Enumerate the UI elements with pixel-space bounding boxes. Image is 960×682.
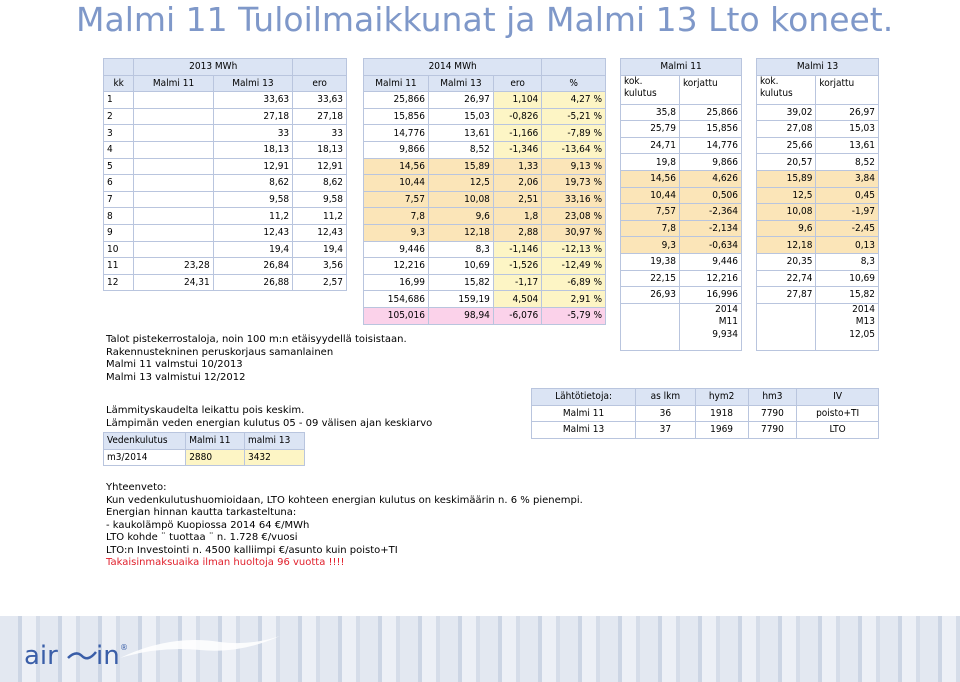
table-cell: 15,856 — [679, 121, 741, 138]
table-row — [364, 307, 606, 324]
table-row — [364, 125, 606, 142]
table-cell: -5,79 % — [542, 307, 606, 324]
table-cell: 26,88 — [213, 274, 292, 291]
table-cell: 14,56 — [621, 170, 680, 187]
table-cell: 12,18 — [757, 237, 816, 254]
table-cell: 26,84 — [213, 258, 292, 275]
table-cell: 14,776 — [364, 125, 429, 142]
table-cell: 105,016 — [364, 307, 429, 324]
table-initial-data — [531, 388, 879, 439]
table-cell: 2880 — [186, 449, 245, 466]
table-cell: -0,634 — [679, 237, 741, 254]
table-cell: 19,73 % — [542, 175, 606, 192]
table-cell: 26,97 — [816, 104, 879, 121]
air-in-logo-icon — [24, 632, 128, 674]
col-header: % — [542, 75, 606, 92]
table-row — [364, 158, 606, 175]
table-cell: -13,64 % — [542, 141, 606, 158]
summary-line: LTO:n Investointi n. 4500 kalliimpi €/asunto kuin poisto+TI — [106, 544, 398, 556]
summary-heading: Yhteenveto: — [106, 482, 167, 493]
table-row — [364, 175, 606, 192]
table-cell — [134, 208, 213, 225]
col-header: Malmi 11 — [186, 433, 245, 450]
table-cell: 3,56 — [293, 258, 347, 275]
table-row — [104, 191, 347, 208]
table-cell: 13,61 — [428, 125, 493, 142]
month-cell: 2 — [104, 108, 134, 125]
table-cell: 33,16 % — [542, 191, 606, 208]
table-row — [532, 422, 879, 439]
table-cell: 2,57 — [293, 274, 347, 291]
table-cell: 12,43 — [213, 224, 292, 241]
table-water-consumption — [103, 432, 305, 466]
table-row — [364, 274, 606, 291]
table-cell: 12,216 — [679, 270, 741, 287]
table-cell: 15,856 — [364, 108, 429, 125]
table-cell: 23,08 % — [542, 208, 606, 225]
col-header-kok-kulutus: kok. kulutus — [621, 75, 680, 104]
table-footer-row — [621, 303, 742, 350]
svg-text:air: air — [24, 641, 58, 671]
table-row — [757, 220, 879, 237]
col-header: malmi 13 — [244, 433, 304, 450]
table-cell: LTO — [797, 422, 879, 439]
table-row — [757, 154, 879, 171]
table-group-header: 2013 MWh — [134, 59, 293, 76]
table-row — [621, 287, 742, 304]
table-cell: 10,44 — [364, 175, 429, 192]
table-cell: 9,3 — [621, 237, 680, 254]
table-cell: -1,166 — [493, 125, 541, 142]
table-cell: 14,776 — [679, 137, 741, 154]
table-cell: 19,4 — [213, 241, 292, 258]
table-cell: 25,866 — [364, 92, 429, 109]
table-row — [621, 270, 742, 287]
table-cell: 9,446 — [679, 253, 741, 270]
table-cell: 12,91 — [213, 158, 292, 175]
table-cell: 11,2 — [213, 208, 292, 225]
table-cell: -2,364 — [679, 204, 741, 221]
table-row — [104, 125, 347, 142]
month-cell: 6 — [104, 175, 134, 192]
payback-warning: Takaisinmaksuaika ilman huoltoja 96 vuotta !!!! — [106, 557, 345, 568]
table-cell: 1,33 — [493, 158, 541, 175]
table-cell: 18,13 — [213, 141, 292, 158]
table-cell: 25,866 — [679, 104, 741, 121]
table-cell: 8,3 — [428, 241, 493, 258]
table-cell — [134, 158, 213, 175]
table-cell: -0,826 — [493, 108, 541, 125]
table-row — [621, 170, 742, 187]
col-header: kk — [104, 75, 134, 92]
table-row — [532, 405, 879, 422]
table-row — [364, 224, 606, 241]
table-row — [621, 104, 742, 121]
month-cell: 7 — [104, 191, 134, 208]
table-cell: 23,28 — [134, 258, 213, 275]
table-cell: 15,82 — [816, 287, 879, 304]
table-cell: 0,13 — [816, 237, 879, 254]
table-row — [757, 237, 879, 254]
table-cell: 27,87 — [757, 287, 816, 304]
col-header: ero — [493, 75, 541, 92]
table-cell: 37 — [636, 422, 696, 439]
table-cell: 15,03 — [816, 121, 879, 138]
table-row — [757, 204, 879, 221]
table-row — [621, 253, 742, 270]
table-row — [757, 270, 879, 287]
svg-text:in: in — [96, 641, 120, 671]
table-row — [757, 170, 879, 187]
table-row — [757, 137, 879, 154]
col-header: Lähtötietoja: — [532, 389, 636, 406]
table-cell: 33 — [213, 125, 292, 142]
month-cell: 4 — [104, 141, 134, 158]
summary-line: - kaukolämpö Kuopiossa 2014 64 €/MWh — [106, 519, 310, 531]
svg-text:®: ® — [120, 643, 128, 652]
table-cell: 36 — [636, 405, 696, 422]
table-cell: 20,35 — [757, 253, 816, 270]
table-cell: 4,27 % — [542, 92, 606, 109]
table-cell: m3/2014 — [104, 449, 186, 466]
table-cell: 33,63 — [213, 92, 292, 109]
table-cell: 8,52 — [428, 141, 493, 158]
table-cell: 19,8 — [621, 154, 680, 171]
table-cell — [134, 224, 213, 241]
table-cell — [134, 241, 213, 258]
table-cell: 10,08 — [428, 191, 493, 208]
table-row — [621, 237, 742, 254]
table-cell: 3,84 — [816, 170, 879, 187]
table-cell: 26,97 — [428, 92, 493, 109]
table-cell: 14,56 — [364, 158, 429, 175]
table-cell: 35,8 — [621, 104, 680, 121]
table-cell: 15,89 — [757, 170, 816, 187]
table-row — [364, 141, 606, 158]
table-cell: 4,504 — [493, 291, 541, 308]
table-row — [104, 274, 347, 291]
table-cell: 19,38 — [621, 253, 680, 270]
table-cell: -1,346 — [493, 141, 541, 158]
table-cell: 8,62 — [213, 175, 292, 192]
table-row — [757, 121, 879, 138]
month-cell: 1 — [104, 92, 134, 109]
table-cell: 7790 — [748, 422, 797, 439]
table-row — [104, 92, 347, 109]
table-cell: -1,97 — [816, 204, 879, 221]
table-row — [621, 154, 742, 171]
table-row — [364, 291, 606, 308]
table-cell: 22,74 — [757, 270, 816, 287]
table-cell: 8,3 — [816, 253, 879, 270]
table-cell: -2,134 — [679, 220, 741, 237]
table-row — [621, 137, 742, 154]
table-cell: 159,19 — [428, 291, 493, 308]
table-cell: -12,49 % — [542, 258, 606, 275]
table-row — [104, 158, 347, 175]
table-cell: -1,146 — [493, 241, 541, 258]
table-row — [364, 241, 606, 258]
table-cell: 15,89 — [428, 158, 493, 175]
table-group-header: 2014 MWh — [364, 59, 542, 76]
table-row — [104, 241, 347, 258]
table-row — [104, 141, 347, 158]
table-cell — [134, 175, 213, 192]
table-2014-mwh — [363, 58, 606, 325]
col-header: as lkm — [636, 389, 696, 406]
table-cell: 13,61 — [816, 137, 879, 154]
col-header-korjattu: korjattu — [679, 75, 741, 104]
table-cell: 10,08 — [757, 204, 816, 221]
table-row — [757, 187, 879, 204]
table-cell: 25,66 — [757, 137, 816, 154]
table-cell: 9,58 — [293, 191, 347, 208]
table-cell: 0,45 — [816, 187, 879, 204]
table-cell: 39,02 — [757, 104, 816, 121]
table-cell: 2,06 — [493, 175, 541, 192]
table-cell: 25,79 — [621, 121, 680, 138]
table-row — [757, 104, 879, 121]
month-cell: 10 — [104, 241, 134, 258]
wave-swoosh-icon — [120, 628, 280, 668]
table-cell: 0,506 — [679, 187, 741, 204]
col-header: Malmi 11 — [364, 75, 429, 92]
table-cell: 11,2 — [293, 208, 347, 225]
col-header: hm3 — [748, 389, 797, 406]
table-cell: 12,43 — [293, 224, 347, 241]
table-row — [621, 204, 742, 221]
table-cell — [134, 141, 213, 158]
yearly-total: 2014 M13 12,05 — [816, 303, 879, 350]
col-header: Vedenkulutus — [104, 433, 186, 450]
table-cell: 7,57 — [621, 204, 680, 221]
table-cell: 9,3 — [364, 224, 429, 241]
col-header: IV — [797, 389, 879, 406]
table-group-header: Malmi 11 — [621, 59, 742, 76]
table-cell: 9,866 — [364, 141, 429, 158]
table-row — [757, 253, 879, 270]
table-row — [621, 121, 742, 138]
month-cell: 12 — [104, 274, 134, 291]
col-header-korjattu: korjattu — [816, 75, 879, 104]
page-title: Malmi 11 Tuloilmaikkunat ja Malmi 13 Lto koneet. — [76, 0, 894, 39]
table-cell: 7,57 — [364, 191, 429, 208]
table-cell: 12,216 — [364, 258, 429, 275]
table-cell: 9,13 % — [542, 158, 606, 175]
table-row — [104, 208, 347, 225]
month-cell: 5 — [104, 158, 134, 175]
table-cell: 27,18 — [213, 108, 292, 125]
table-cell: -6,076 — [493, 307, 541, 324]
table-row — [364, 191, 606, 208]
table-cell: 33,63 — [293, 92, 347, 109]
air-in-logo — [24, 632, 128, 681]
col-header: Malmi 11 — [134, 75, 213, 92]
table-cell: 9,866 — [679, 154, 741, 171]
table-row — [757, 287, 879, 304]
table-group-header: Malmi 13 — [757, 59, 879, 76]
table-cell: 2,88 — [493, 224, 541, 241]
table-cell: 20,57 — [757, 154, 816, 171]
table-cell: 26,93 — [621, 287, 680, 304]
table-cell: -7,89 % — [542, 125, 606, 142]
table-cell: 12,5 — [757, 187, 816, 204]
table-row — [104, 258, 347, 275]
table-cell: 10,69 — [428, 258, 493, 275]
table-cell: 2,91 % — [542, 291, 606, 308]
table-row — [364, 108, 606, 125]
table-cell: 33 — [293, 125, 347, 142]
month-cell: 9 — [104, 224, 134, 241]
col-header: hym2 — [695, 389, 748, 406]
table-cell: 2,51 — [493, 191, 541, 208]
table-cell: -6,89 % — [542, 274, 606, 291]
notes-heating: Lämmityskaudelta leikattu pois keskim. Lämpimän veden energian kulutus 05 - 09 välisen ajan keskiarvo — [106, 405, 433, 429]
table-cell: 24,71 — [621, 137, 680, 154]
table-row — [364, 258, 606, 275]
summary-line: Energian hinnan kautta tarkasteltuna: — [106, 507, 297, 518]
table-cell: -2,45 — [816, 220, 879, 237]
table-cell: 98,94 — [428, 307, 493, 324]
table-row — [364, 92, 606, 109]
table-cell: -1,17 — [493, 274, 541, 291]
table-cell: 1918 — [695, 405, 748, 422]
table-cell: -1,526 — [493, 258, 541, 275]
table-cell: 16,996 — [679, 287, 741, 304]
table-cell: 7,8 — [621, 220, 680, 237]
table-malmi-11 — [620, 58, 742, 351]
table-cell: 22,15 — [621, 270, 680, 287]
summary-line: Kun vedenkulutushuomioidaan, LTO kohteen energian kulutus on keskimäärin n. 6 % pienempi. — [106, 494, 583, 506]
yearly-total: 2014 M11 9,934 — [679, 303, 741, 350]
table-cell: 9,58 — [213, 191, 292, 208]
table-cell: Malmi 13 — [532, 422, 636, 439]
table-cell: poisto+TI — [797, 405, 879, 422]
table-row — [621, 220, 742, 237]
summary-block — [106, 482, 583, 570]
table-cell — [134, 191, 213, 208]
col-header: Malmi 13 — [428, 75, 493, 92]
table-malmi-13 — [756, 58, 879, 351]
table-cell: 10,69 — [816, 270, 879, 287]
table-cell: 7,8 — [364, 208, 429, 225]
summary-line: LTO kohde ¨ tuottaa ¨ n. 1.728 €/vuosi — [106, 532, 298, 543]
table-cell: -12,13 % — [542, 241, 606, 258]
table-footer-row — [757, 303, 879, 350]
table-cell: 30,97 % — [542, 224, 606, 241]
table-cell: 16,99 — [364, 274, 429, 291]
table-cell: 19,4 — [293, 241, 347, 258]
table-cell: 1,8 — [493, 208, 541, 225]
table-cell: 3432 — [244, 449, 304, 466]
table-row — [104, 224, 347, 241]
table-cell: -5,21 % — [542, 108, 606, 125]
month-cell: 8 — [104, 208, 134, 225]
table-cell: 12,91 — [293, 158, 347, 175]
table-cell: Malmi 11 — [532, 405, 636, 422]
table-cell: 12,5 — [428, 175, 493, 192]
table-cell: 15,82 — [428, 274, 493, 291]
table-cell: 24,31 — [134, 274, 213, 291]
table-cell — [134, 108, 213, 125]
table-cell: 9,446 — [364, 241, 429, 258]
table-row — [104, 108, 347, 125]
table-cell: 27,08 — [757, 121, 816, 138]
month-cell: 3 — [104, 125, 134, 142]
table-cell: 7790 — [748, 405, 797, 422]
table-cell: 4,626 — [679, 170, 741, 187]
table-row — [621, 187, 742, 204]
table-row — [104, 175, 347, 192]
table-cell: 154,686 — [364, 291, 429, 308]
table-cell: 9,6 — [757, 220, 816, 237]
col-header-kok-kulutus: kok. kulutus — [757, 75, 816, 104]
table-cell — [134, 125, 213, 142]
table-cell: 18,13 — [293, 141, 347, 158]
table-cell: 1969 — [695, 422, 748, 439]
month-cell: 11 — [104, 258, 134, 275]
table-cell — [134, 92, 213, 109]
table-cell: 12,18 — [428, 224, 493, 241]
table-cell: 1,104 — [493, 92, 541, 109]
table-cell: 9,6 — [428, 208, 493, 225]
table-row — [364, 208, 606, 225]
table-cell: 10,44 — [621, 187, 680, 204]
notes-buildings: Talot pistekerrostaloja, noin 100 m:n etäisyydellä toisistaan. Rakennustekninen peruskorjaus samanlainen Malmi 11 valmstui 10/2013 Malmi 13 valmistui 12/2012 — [106, 334, 407, 383]
table-cell: 15,03 — [428, 108, 493, 125]
col-header: Malmi 13 — [213, 75, 292, 92]
table-cell: 8,52 — [816, 154, 879, 171]
table-2013-mwh — [103, 58, 347, 291]
col-header: ero — [293, 75, 347, 92]
table-cell: 27,18 — [293, 108, 347, 125]
table-cell: 8,62 — [293, 175, 347, 192]
